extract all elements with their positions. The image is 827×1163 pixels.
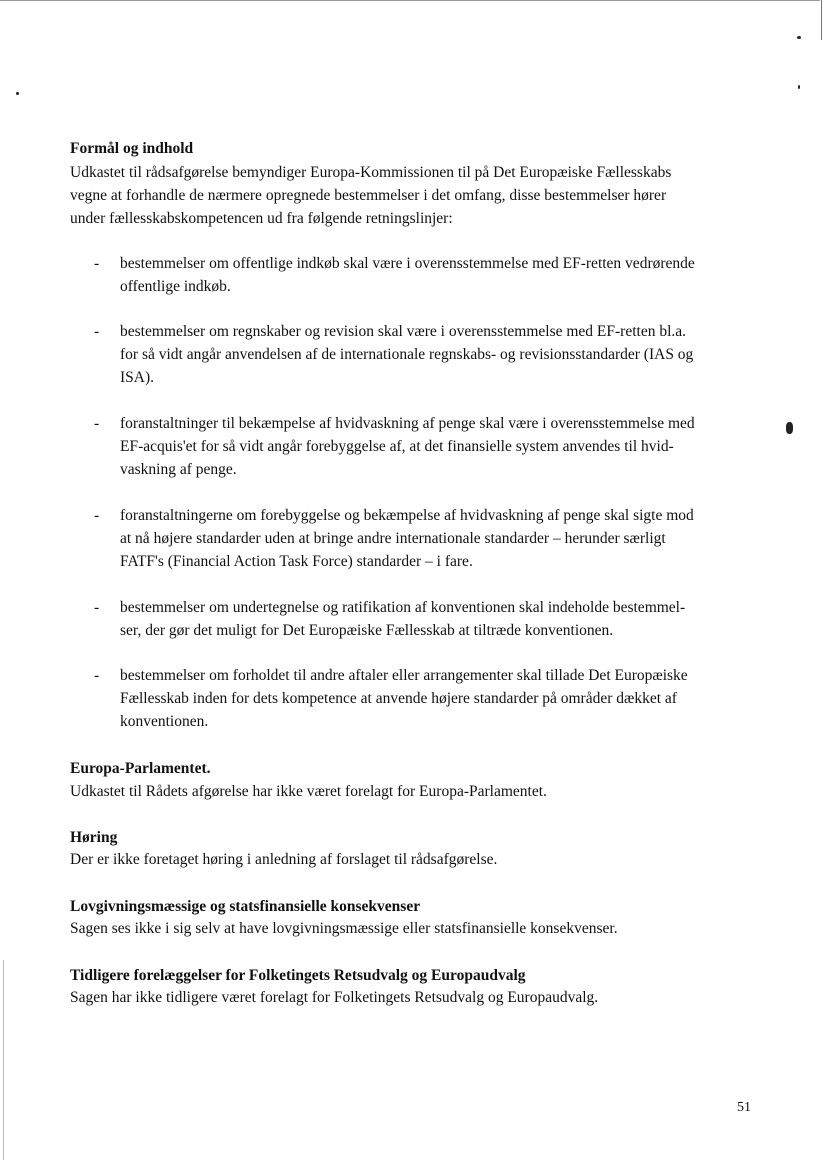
section-text-line: Sagen har ikke tidligere været forelagt for Folketingets Retsudvalg og Europaudvalg. (70, 989, 599, 1006)
bullet-dash: - (94, 667, 100, 684)
section-text-line: vegne at forhandle de nærmere opregnede bestemmelser i det omfang, disse bestemmelser hører (70, 187, 667, 204)
page-number: 51 (737, 1100, 751, 1115)
section-text-line: Sagen ses ikke i sig selv at have lovgivningsmæssige eller statsfinansielle konsekvenser. (70, 920, 618, 937)
bullet-dash: - (94, 599, 100, 616)
list-item-text-line: ser, der gør det muligt for Det Europæiske Fællesskab at tiltræde konventionen. (120, 622, 614, 639)
list-item-text-line: EF-acquis'et for så vidt angår forebyggelse af, at det finansielle system anvendes til hvid- (120, 438, 674, 455)
list-item-text-line: Fællesskab inden for dets kompetence at anvende højere standarder på områder dækket af (120, 690, 677, 707)
list-item-text-line: konventionen. (120, 713, 209, 730)
scan-edge-left (3, 960, 4, 1160)
bullet-dash: - (94, 323, 100, 340)
list-item-text-line: bestemmelser om offentlige indkøb skal være i overensstemmelse med EF-retten vedrørende (120, 255, 695, 272)
list-item-text-line: bestemmelser om undertegnelse og ratifikation af konventionen skal indeholde bestemmel- (120, 599, 686, 616)
list-item-text-line: at nå højere standarder uden at bringe andre internationale standarder – herunder særligt (120, 530, 666, 547)
list-item-text-line: bestemmelser om forholdet til andre aftaler eller arrangementer skal tillade Det Europæiske (120, 667, 688, 684)
list-item-text-line: foranstaltningerne om forebyggelse og bekæmpelse af hvidvaskning af penge skal sigte mod (120, 507, 694, 524)
list-item-text-line: FATF's (Financial Action Task Force) standarder – i fare. (120, 553, 473, 570)
section-heading-europa-parlamentet: Europa-Parlamentet. (70, 760, 211, 777)
list-item-text-line: offentlige indkøb. (120, 278, 231, 295)
scan-speck (16, 92, 19, 95)
scan-edge-right (821, 0, 822, 40)
bullet-dash: - (94, 255, 100, 272)
list-item-text-line: foranstaltninger til bekæmpelse af hvidvaskning af penge skal være i overensstemmelse med (120, 415, 695, 432)
bullet-dash: - (94, 507, 100, 524)
list-item-text-line: vaskning af penge. (120, 461, 237, 478)
list-item-text-line: for så vidt angår anvendelsen af de internationale regnskabs- og revisionsstandarder (IAS og (120, 346, 694, 363)
bullet-dash: - (94, 415, 100, 432)
scan-edge-top (0, 0, 820, 1)
section-text-line: under fællesskabskompetencen ud fra følgende retningslinjer: (70, 210, 453, 227)
scan-speck (798, 85, 800, 89)
list-item-text-line: ISA). (120, 369, 155, 386)
list-item-text-line: bestemmelser om regnskaber og revision skal være i overensstemmelse med EF-retten bl.a. (120, 323, 687, 340)
section-heading-formaal: Formål og indhold (70, 140, 194, 157)
section-heading-hoering: Høring (70, 829, 118, 846)
section-heading-konsekvenser: Lovgivningsmæssige og statsfinansielle konsekvenser (70, 898, 421, 915)
section-heading-tidligere-forelaeggelser: Tidligere forelæggelser for Folketingets Retsudvalg og Europaudvalg (70, 967, 526, 984)
section-text-line: Der er ikke foretaget høring i anledning af forslaget til rådsafgørelse. (70, 851, 498, 868)
scan-speck (797, 36, 801, 39)
section-text-line: Udkastet til rådsafgørelse bemyndiger Europa-Kommissionen til på Det Europæiske Fællesskabs (70, 164, 672, 181)
scan-speck (786, 422, 793, 434)
section-text-line: Udkastet til Rådets afgørelse har ikke været forelagt for Europa-Parlamentet. (70, 783, 547, 800)
